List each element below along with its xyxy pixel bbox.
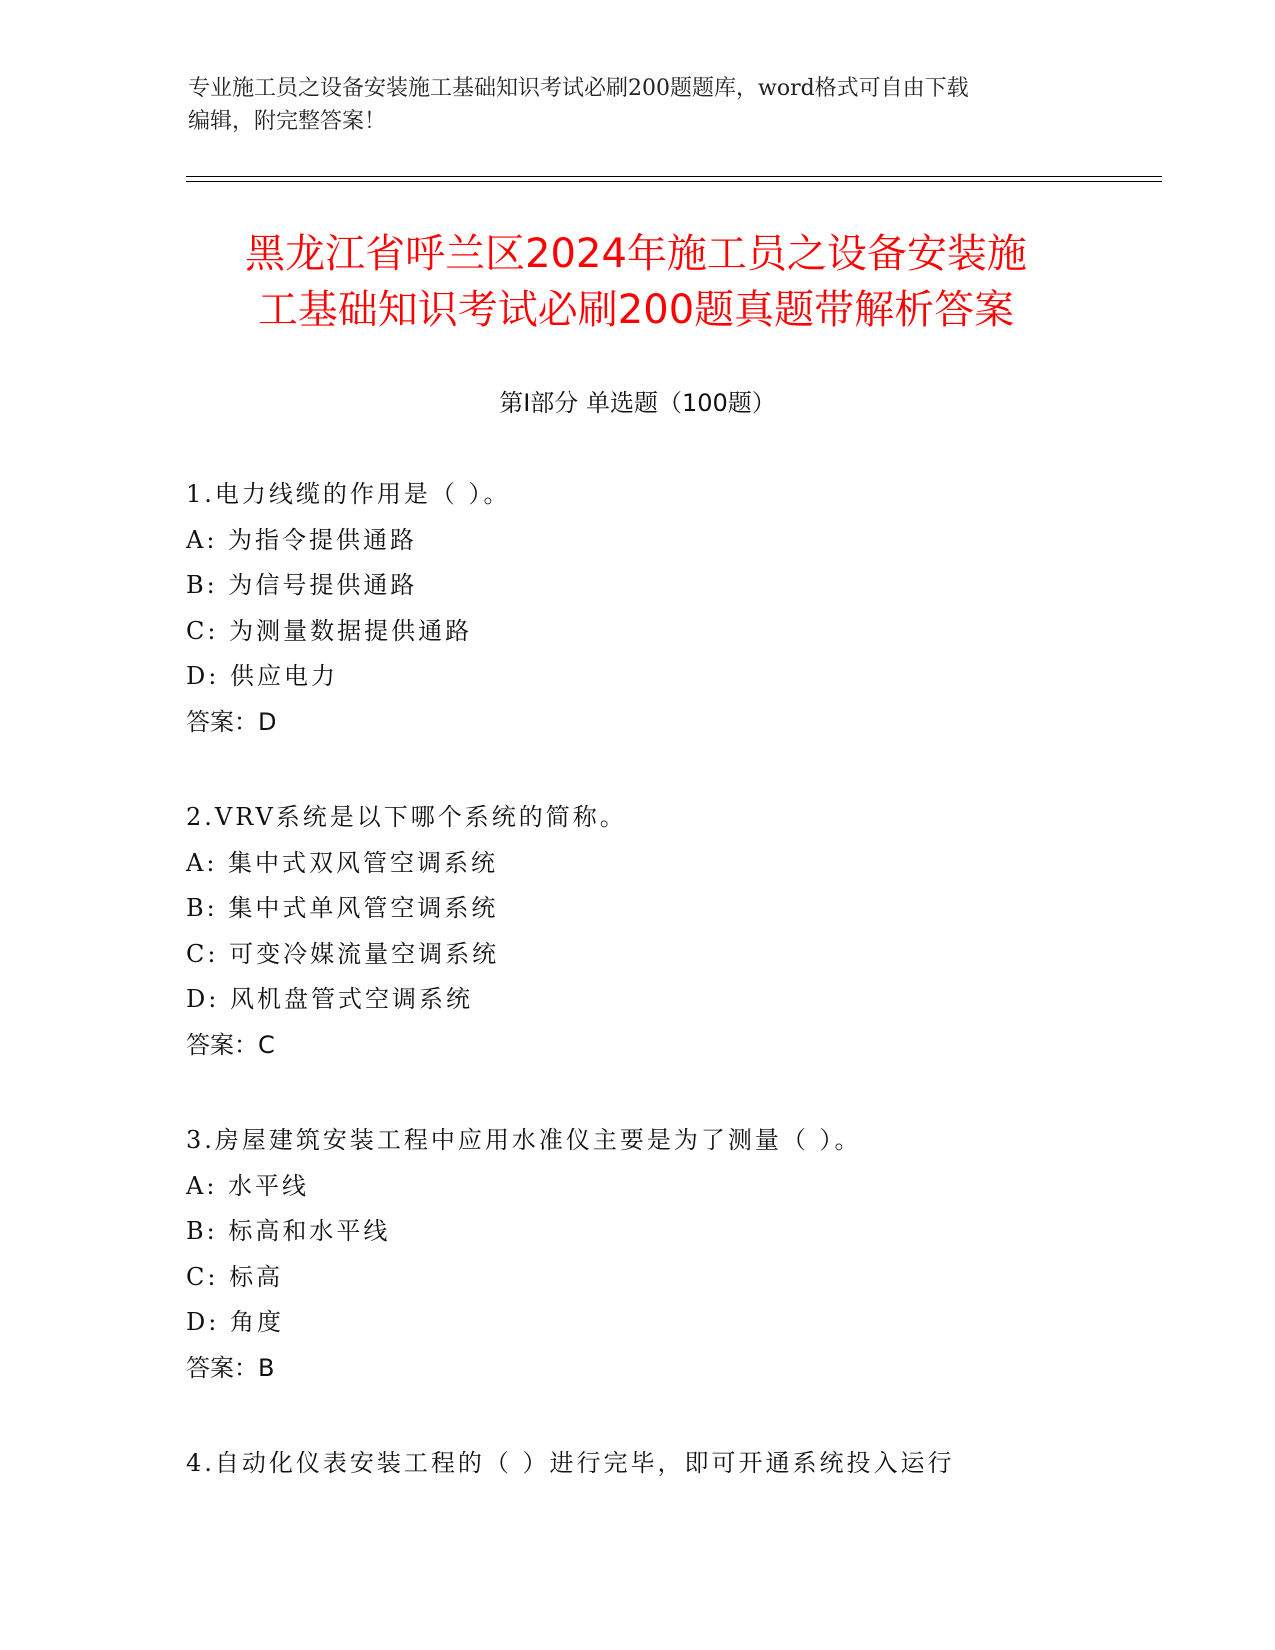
option-c: C: 可变冷媒流量空调系统 <box>186 939 500 968</box>
title-line-1: 黑龙江省呼兰区2024年施工员之设备安装施 <box>245 231 1027 277</box>
option-c: C: 标高 <box>186 1262 284 1291</box>
option-b: B: 为信号提供通路 <box>186 571 418 599</box>
header-line-1: 专业施工员之设备安装施工基础知识考试必刷200题题库，word格式可自由下载 <box>188 76 969 101</box>
question-stem: 3.房屋建筑安装工程中应用水准仪主要是为了测量（ ）。 <box>186 1126 862 1154</box>
option-d: D: 供应电力 <box>186 662 338 690</box>
question-2 <box>186 795 1146 1068</box>
question-stem: 4.自动化仪表安装工程的（ ）进行完毕，即可开通系统投入运行 <box>186 1449 955 1477</box>
header-line-2: 编辑，附完整答案！ <box>188 109 387 134</box>
option-b: B: 标高和水平线 <box>186 1217 391 1245</box>
answer: 答案：D <box>186 707 277 736</box>
question-1 <box>186 472 1146 745</box>
option-d: D: 风机盘管式空调系统 <box>186 985 473 1013</box>
title-line-2: 工基础知识考试必刷200题真题带解析答案 <box>257 287 1015 333</box>
option-a: A: 水平线 <box>186 1171 310 1200</box>
header-divider-bottom <box>186 181 1162 182</box>
question-stem: 2.VRV系统是以下哪个系统的简称。 <box>186 803 627 831</box>
option-a: A: 为指令提供通路 <box>186 525 418 554</box>
option-c: C: 为测量数据提供通路 <box>186 616 473 645</box>
header-divider-top <box>186 176 1162 177</box>
option-a: A: 集中式双风管空调系统 <box>186 848 499 877</box>
option-b: B: 集中式单风管空调系统 <box>186 894 499 922</box>
question-3 <box>186 1118 1146 1391</box>
question-4 <box>186 1441 1146 1487</box>
answer: 答案：C <box>186 1030 275 1059</box>
section-heading: 第Ⅰ部分 单选题（100题） <box>499 389 776 417</box>
answer: 答案：B <box>186 1353 275 1382</box>
question-list <box>186 472 1146 1537</box>
document-header <box>188 72 1068 138</box>
question-stem: 1.电力线缆的作用是（ ）。 <box>186 480 511 508</box>
option-d: D: 角度 <box>186 1308 284 1336</box>
document-title <box>186 226 1086 338</box>
